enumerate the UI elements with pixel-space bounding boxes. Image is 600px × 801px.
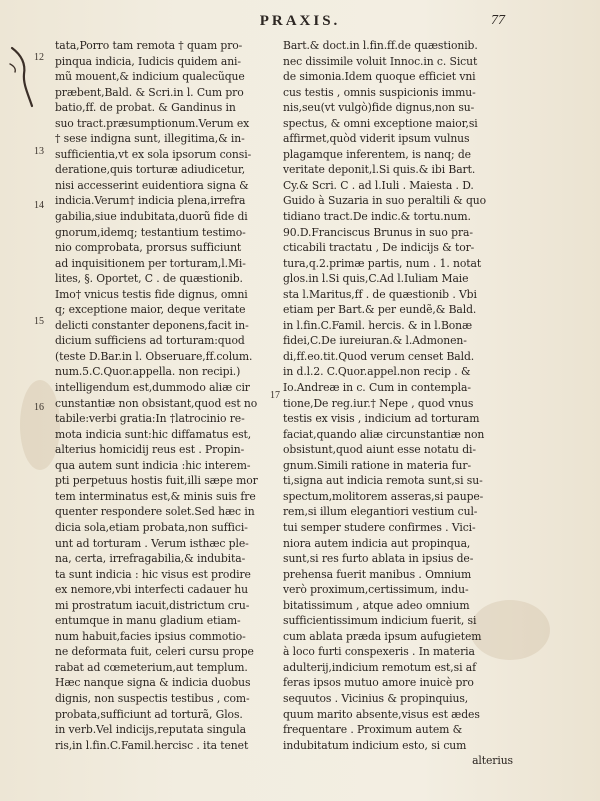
text-line: ti,signa aut indicia remota sunt,si su- xyxy=(283,474,483,488)
left-text-column xyxy=(55,38,275,753)
text-line: tui semper studere confirmes . Vici- xyxy=(283,520,476,534)
text-line: niora autem indicia aut propinqua, xyxy=(283,536,471,550)
text-line: nio comprobata, prorsus sufficiunt xyxy=(55,241,242,255)
text-line: sequutos . Vicinius & propinquius, xyxy=(283,691,469,705)
text-line: dignis, non suspectis testibus , com- xyxy=(55,691,250,705)
text-line: rabat ad cœmeterium,aut templum. xyxy=(55,660,248,674)
text-line: fidei,C.De iureiuran.& l.Admonen- xyxy=(283,334,467,348)
text-line: præbent,Bald. & Scri.in l. Cum pro xyxy=(55,85,244,99)
text-line: quenter respondere solet.Sed hæc in xyxy=(55,505,255,519)
text-line: veritate deponit,l.Si quis.& ibi Bart. xyxy=(283,163,476,177)
text-line: delicti constanter deponens,facit in- xyxy=(55,318,249,332)
text-line: verò proximum,certissimum, indu- xyxy=(283,583,469,597)
text-line: frequentare . Proximum autem & xyxy=(283,723,463,737)
text-line: unt ad torturam . Verum isthæc ple- xyxy=(55,536,249,550)
text-line: tata,Porro tam remota † quam pro- xyxy=(55,39,243,52)
text-line: sta l.Maritus,ff . de quæstionib . Vbi xyxy=(283,287,477,301)
text-line: lites, §. Oportet, C . de quæstionib. xyxy=(55,272,243,286)
running-head: PRAXIS. xyxy=(259,13,341,29)
text-line: ad inquisitionem per torturam,l.Mi- xyxy=(55,256,246,270)
text-line: in verb.Vel indicijs,reputata singula xyxy=(55,723,246,737)
text-line: ris,in l.fin.C.Famil.hercisc . ita tenet xyxy=(55,738,249,752)
text-line: q; exceptione maior, deque veritate xyxy=(55,303,246,317)
margin-number: 15 xyxy=(34,316,44,327)
text-line: Io.Andreæ in c. Cum in contempla- xyxy=(283,381,471,395)
text-line: probata,sufficiunt ad torturã, Glos. xyxy=(55,707,243,721)
text-line: nec dissimile voluit Innoc.in c. Sicut xyxy=(283,54,478,68)
text-line: pinqua indicia, Iudicis quidem ani- xyxy=(55,54,241,68)
text-line: num habuit,facies ipsius commotio- xyxy=(55,629,246,643)
text-line: de simonia.Idem quoque efficiet vni xyxy=(283,70,476,84)
text-line: alterius homicidij reus est . Propin- xyxy=(55,443,245,457)
text-line: cum ablata præda ipsum aufugietem xyxy=(283,629,482,643)
text-line: 90.D.Franciscus Brunus in suo pra- xyxy=(283,225,473,239)
text-line: Hæc nanque signa & indicia duobus xyxy=(55,676,251,690)
text-line: deratione,quis torturæ adiudicetur, xyxy=(55,163,246,177)
text-line: suo tract.præsumptionum.Verum ex xyxy=(55,116,250,130)
text-line: plagamque inferentem, is nanq; de xyxy=(283,147,471,161)
text-line: Cy.& Scri. C . ad l.Iuli . Maiesta . D. xyxy=(283,178,474,192)
text-line: ne deformata fuit, celeri cursu prope xyxy=(55,645,254,659)
text-line: Imo† vnicus testis fide dignus, omni xyxy=(55,287,248,301)
text-line: nis,seu(vt vulgò)fide dignus,non su- xyxy=(283,101,475,115)
text-line: dicium sufficiens ad torturam:quod xyxy=(55,334,245,348)
text-line: batio,ff. de probat. & Gandinus in xyxy=(55,101,236,115)
text-line: faciat,quando aliæ circunstantiæ non xyxy=(283,427,485,441)
paper-stain xyxy=(20,380,60,470)
text-line: indicia.Verum† indicia plena,irrefra xyxy=(55,194,246,208)
margin-number: 17 xyxy=(270,390,280,401)
text-line: ta sunt indicia : hic visus est prodire xyxy=(55,567,251,581)
text-line: cus testis , omnis suspicionis immu- xyxy=(283,85,476,99)
text-line: na, certa, irrefragabilia,& indubita- xyxy=(55,552,246,566)
text-line: tura,q.2.primæ partis, num . 1. notat xyxy=(283,256,482,270)
right-text-column xyxy=(283,38,513,769)
text-line: dicia sola,etiam probata,non suffici- xyxy=(55,520,248,534)
text-line: prehensa fuerit manibus . Omnium xyxy=(283,567,472,581)
margin-number: 12 xyxy=(34,52,44,63)
text-line: Guido à Suzaria in suo peraltili & quo xyxy=(283,194,487,208)
text-line: bitatissimum , atque adeo omnium xyxy=(283,598,470,612)
text-line: (teste D.Bar.in l. Obseruare,ff.colum. xyxy=(55,349,253,363)
text-line: qua autem sunt indicia :hic interem- xyxy=(55,458,251,472)
margin-number: 16 xyxy=(34,402,44,413)
text-line: in d.l.2. C.Quor.appel.non recip . & xyxy=(283,365,471,379)
text-line: alterius xyxy=(472,754,513,768)
text-line: tidiano tract.De indic.& tortu.num. xyxy=(283,210,471,224)
text-line: adulterij,indicium remotum est,si af xyxy=(283,660,476,674)
text-line: cticabili tractatu , De indicijs & tor- xyxy=(283,241,475,255)
text-line: nisi accesserint euidentiora signa & xyxy=(55,178,249,192)
text-line: entumque in manu gladium etiam- xyxy=(55,614,241,628)
text-line: num.5.C.Quor.appella. non recipi.) xyxy=(55,365,241,379)
text-line: mota indicia sunt:hic diffamatus est, xyxy=(55,427,252,441)
text-line: gabilia,siue indubitata,duorũ fide di xyxy=(55,210,248,224)
text-line: affirmet,quòd viderit ipsum vulnus xyxy=(283,132,470,146)
text-line: testis ex visis , indicium ad torturam xyxy=(283,412,480,426)
text-line: spectus, & omni exceptione maior,si xyxy=(283,116,478,130)
text-line: glos.in l.Si quis,C.Ad l.Iuliam Maie xyxy=(283,272,469,286)
page-number: 77 xyxy=(491,13,505,28)
text-line: feras ipsos mutuo amore inuicè pro xyxy=(283,676,474,690)
text-line: tem interminatus est,& minis suis fre xyxy=(55,489,256,503)
text-line: pti perpetuus hostis fuit,illi sæpe mor xyxy=(55,474,258,488)
text-line: in l.fin.C.Famil. hercis. & in l.Bonæ xyxy=(283,318,473,332)
text-line: sufficientissimum indicium fuerit, si xyxy=(283,614,477,628)
text-line: tione,De reg.iur.† Nepe , quod vnus xyxy=(283,396,474,410)
text-line: sufficientia,vt ex sola ipsorum consi- xyxy=(55,147,252,161)
text-line: cunstantiæ non obsistant,quod est no xyxy=(55,396,258,410)
margin-number: 13 xyxy=(34,146,44,157)
text-line: indubitatum indicium esto, si cum xyxy=(283,738,467,752)
text-line: intelligendum est,dummodo aliæ cir xyxy=(55,381,250,395)
text-line: mũ mouent,& indicium qualecũque xyxy=(55,70,245,84)
text-line: rem,si illum elegantiori vestium cul- xyxy=(283,505,478,519)
text-line: sunt,si res furto ablata in ipsius de- xyxy=(283,552,474,566)
text-line: gnum.Simili ratione in materia fur- xyxy=(283,458,472,472)
page-header xyxy=(0,13,600,33)
text-line: à loco furti conspexeris . In materia xyxy=(283,645,475,659)
text-line: obsistunt,quod aiunt esse notatu di- xyxy=(283,443,476,457)
text-line: gnorum,idemq; testantium testimo- xyxy=(55,225,246,239)
margin-number: 14 xyxy=(34,200,44,211)
text-line: quum marito absente,visus est ædes xyxy=(283,707,480,721)
text-line: Bart.& doct.in l.fin.ff.de quæstionib. xyxy=(283,39,478,52)
text-line: † sese indigna sunt, illegitima,& in- xyxy=(55,132,245,146)
text-line: tabile:verbi gratia:In †latrocinio re- xyxy=(55,412,245,426)
text-line: mi prostratum iacuit,districtum cru- xyxy=(55,598,250,612)
text-line: ex nemore,vbi interfecti cadauer hu xyxy=(55,583,249,597)
text-line: etiam per Bart.& per eundẽ,& Bald. xyxy=(283,303,477,317)
text-line: spectum,molitorem asseras,si paupe- xyxy=(283,489,484,503)
text-line: di,ff.eo.tit.Quod verum censet Bald. xyxy=(283,349,475,363)
